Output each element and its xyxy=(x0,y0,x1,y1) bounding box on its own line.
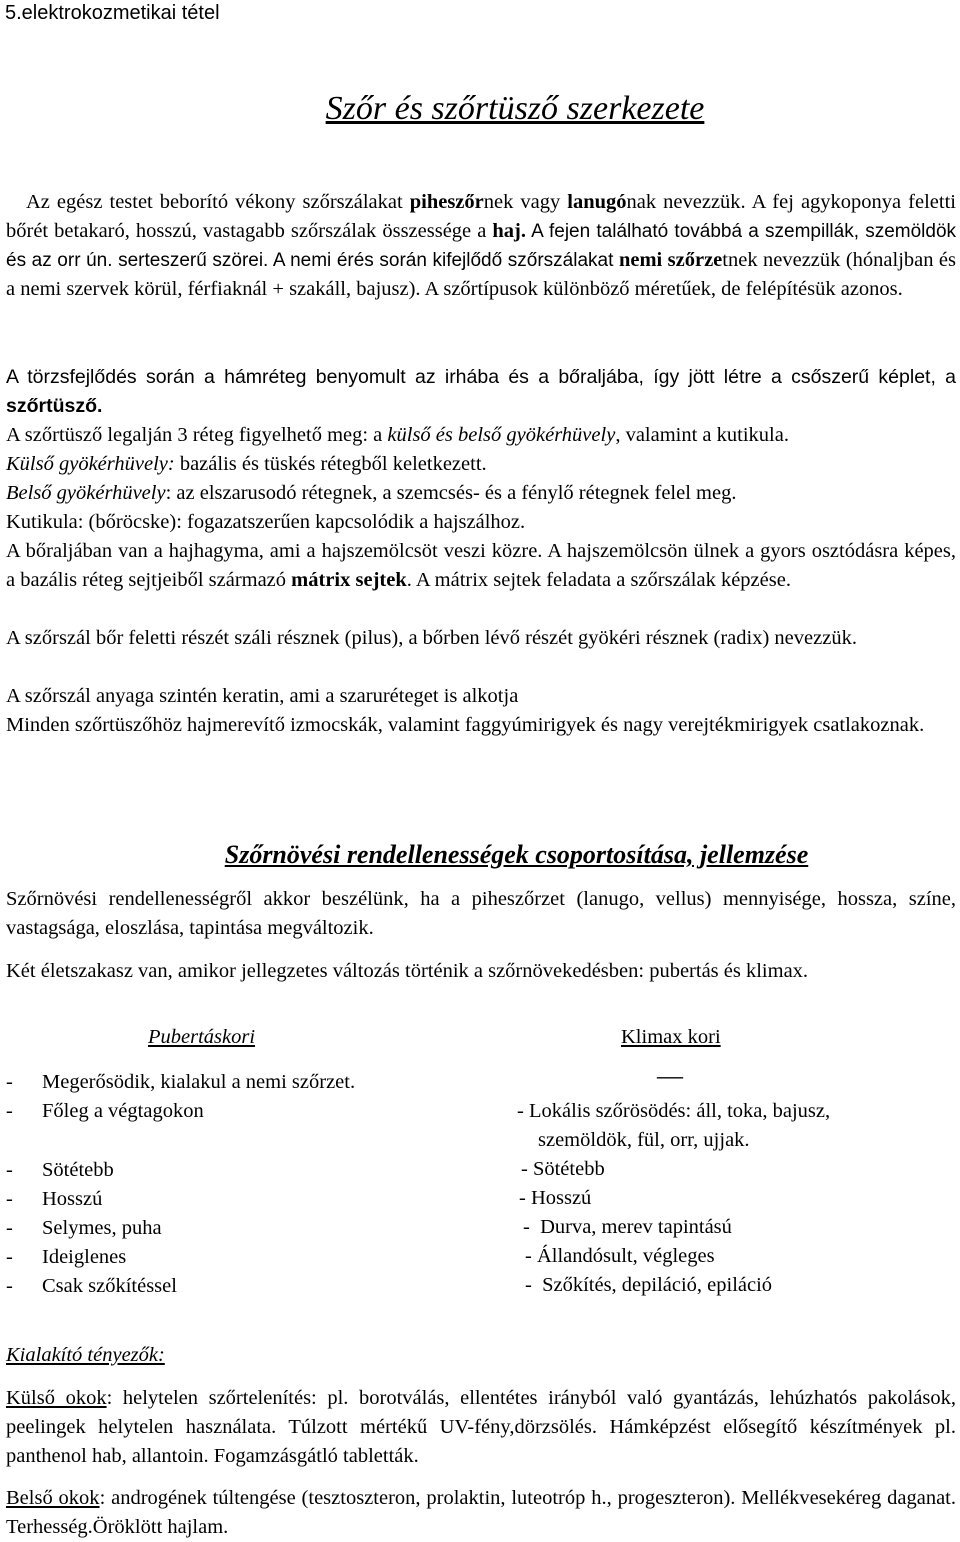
list-item: - Csak szőkítéssel xyxy=(6,1275,177,1298)
klimax-list-item: szemöldök, fül, orr, ujjak. xyxy=(538,1129,750,1151)
intro-paragraph-4: Külső gyökérhüvely: bazális és tüskés rétegből keletkezett. xyxy=(6,453,487,475)
klimax-first-item-dash: — xyxy=(657,1061,683,1090)
intro-paragraph-7: A bőraljában van a hajhagyma, ami a hajszemölcsöt veszi közre. A hajszemölcsön ülnek a gyors osztódásra képes, a bazális réteg sejtjeiből származó mátrix sejtek. A mátrix sejtek feladata a szőrszálak képzése. xyxy=(6,540,956,591)
intro-paragraph-8: A szőrszál bőr feletti részét száli résznek (pilus), a bőrben lévő részét gyökéri résznek (radix) nevezzük. xyxy=(6,627,857,649)
external-factors-paragraph: Külső okok: helytelen szőrtelenítés: pl. borotválás, ellentétes irányból való gyantázás, lehúzhatós pakolások, peelingek helytelen használata. Túlzott mértékű UV-fény,dörzsölés. Hámképzést elősegítő készítmények pl. panthenol hab, allantoin. Fogamzásgátló tabletták. xyxy=(6,1387,956,1467)
intro-paragraph-5: Belső gyökérhüvely: az elszarusodó rétegnek, a szemcsés- és a fénylő rétegnek felel meg. xyxy=(6,482,737,504)
document-header-label: 5.elektrokozmetikai tétel xyxy=(5,2,220,24)
klimax-list-item: - Lokális szőrösödés: áll, toka, bajusz, xyxy=(517,1100,831,1122)
list-item: - Sötétebb xyxy=(6,1158,114,1181)
klimax-list-item: - Durva, merev tapintású xyxy=(523,1216,732,1238)
intro-paragraph-6: Kutikula: (bőröcske): fogazatszerűen kapcsolódik a hajszálhoz. xyxy=(6,511,526,533)
section-title: Szőrnövési rendellenességek csoportosítása, jellemzése xyxy=(224,840,809,869)
list-item: - Főleg a végtagokon xyxy=(6,1100,204,1123)
intro-paragraph-1: Az egész testet beborító vékony szőrszálakat piheszőrnek vagy lanugónak nevezzük. A fej agykoponya feletti bőrét betakaró, hosszú, vastagabb szőrszálak összessége a haj. A fejen található továbbá a szempillák, szemöldök és az orr ún. serteszerű szörei. A nemi érés során kifejlődő szőrszálakat nemi szőrzetnek nevezzük (hónaljban és a nemi szervek körül, férfiaknál + szakáll, bajusz). A szőrtípusok különböző méretűek, de felépítésük azonos. xyxy=(6,191,957,300)
intro-paragraph-9: A szőrszál anyaga szintén keratin, ami a szaruréteget is alkotja xyxy=(6,685,519,707)
klimax-list-item: - Sötétebb xyxy=(521,1158,605,1180)
internal-factors-paragraph: Belső okok: androgének túltengése (tesztoszteron, prolaktin, luteotróp h., progeszteron). Mellékvesekéreg daganat. Terhesség.Öröklött hajlam. xyxy=(6,1487,956,1538)
intro-paragraph-2: A törzsfejlődés során a hámréteg benyomult az irhába és a bőraljába, így jött létre a csőszerű képlet, a szőrtüsző. xyxy=(6,366,956,417)
section-paragraph-2: Két életszakasz van, amikor jellegzetes változás történik a szőrnövekedésben: pubertás és klimax. xyxy=(6,960,809,982)
list-item: - Selymes, puha xyxy=(6,1217,162,1240)
pubertas-list xyxy=(6,1068,355,1302)
klimax-list-item: - Szőkítés, depiláció, epiláció xyxy=(525,1274,773,1296)
list-item: - Hosszú xyxy=(6,1187,103,1210)
list-item: - Ideiglenes xyxy=(6,1246,127,1269)
list-spacer xyxy=(6,1126,355,1155)
klimax-list-item: - Állandósult, végleges xyxy=(525,1245,715,1267)
list-item: - Megerősödik, kialakul a nemi szőrzet. xyxy=(6,1071,356,1093)
section-paragraph-1: Szőrnövési rendellenességről akkor beszélünk, ha a piheszőrzet (lanugo, vellus) mennyisége, hossza, színe, vastagsága, eloszlása, tapintása megváltozik. xyxy=(6,888,956,939)
klimax-column-header: Klimax kori xyxy=(621,1026,721,1048)
factors-heading: Kialakító tényezők: xyxy=(6,1344,165,1366)
intro-paragraph-10: Minden szőrtüszőhöz hajmerevítő izmocskák, valamint faggyúmirigyek és nagy verejtékmirigyek csatlakoznak. xyxy=(6,714,925,736)
intro-paragraph-3: A szőrtüsző legalján 3 réteg figyelhető meg: a külső és belső gyökérhüvely, valamint a kutikula. xyxy=(6,424,789,446)
klimax-list-item: - Hosszú xyxy=(519,1187,592,1209)
pubertas-column-header: Pubertáskori xyxy=(148,1026,256,1048)
page-title: Szőr és szőrtüsző szerkezete xyxy=(325,90,705,127)
